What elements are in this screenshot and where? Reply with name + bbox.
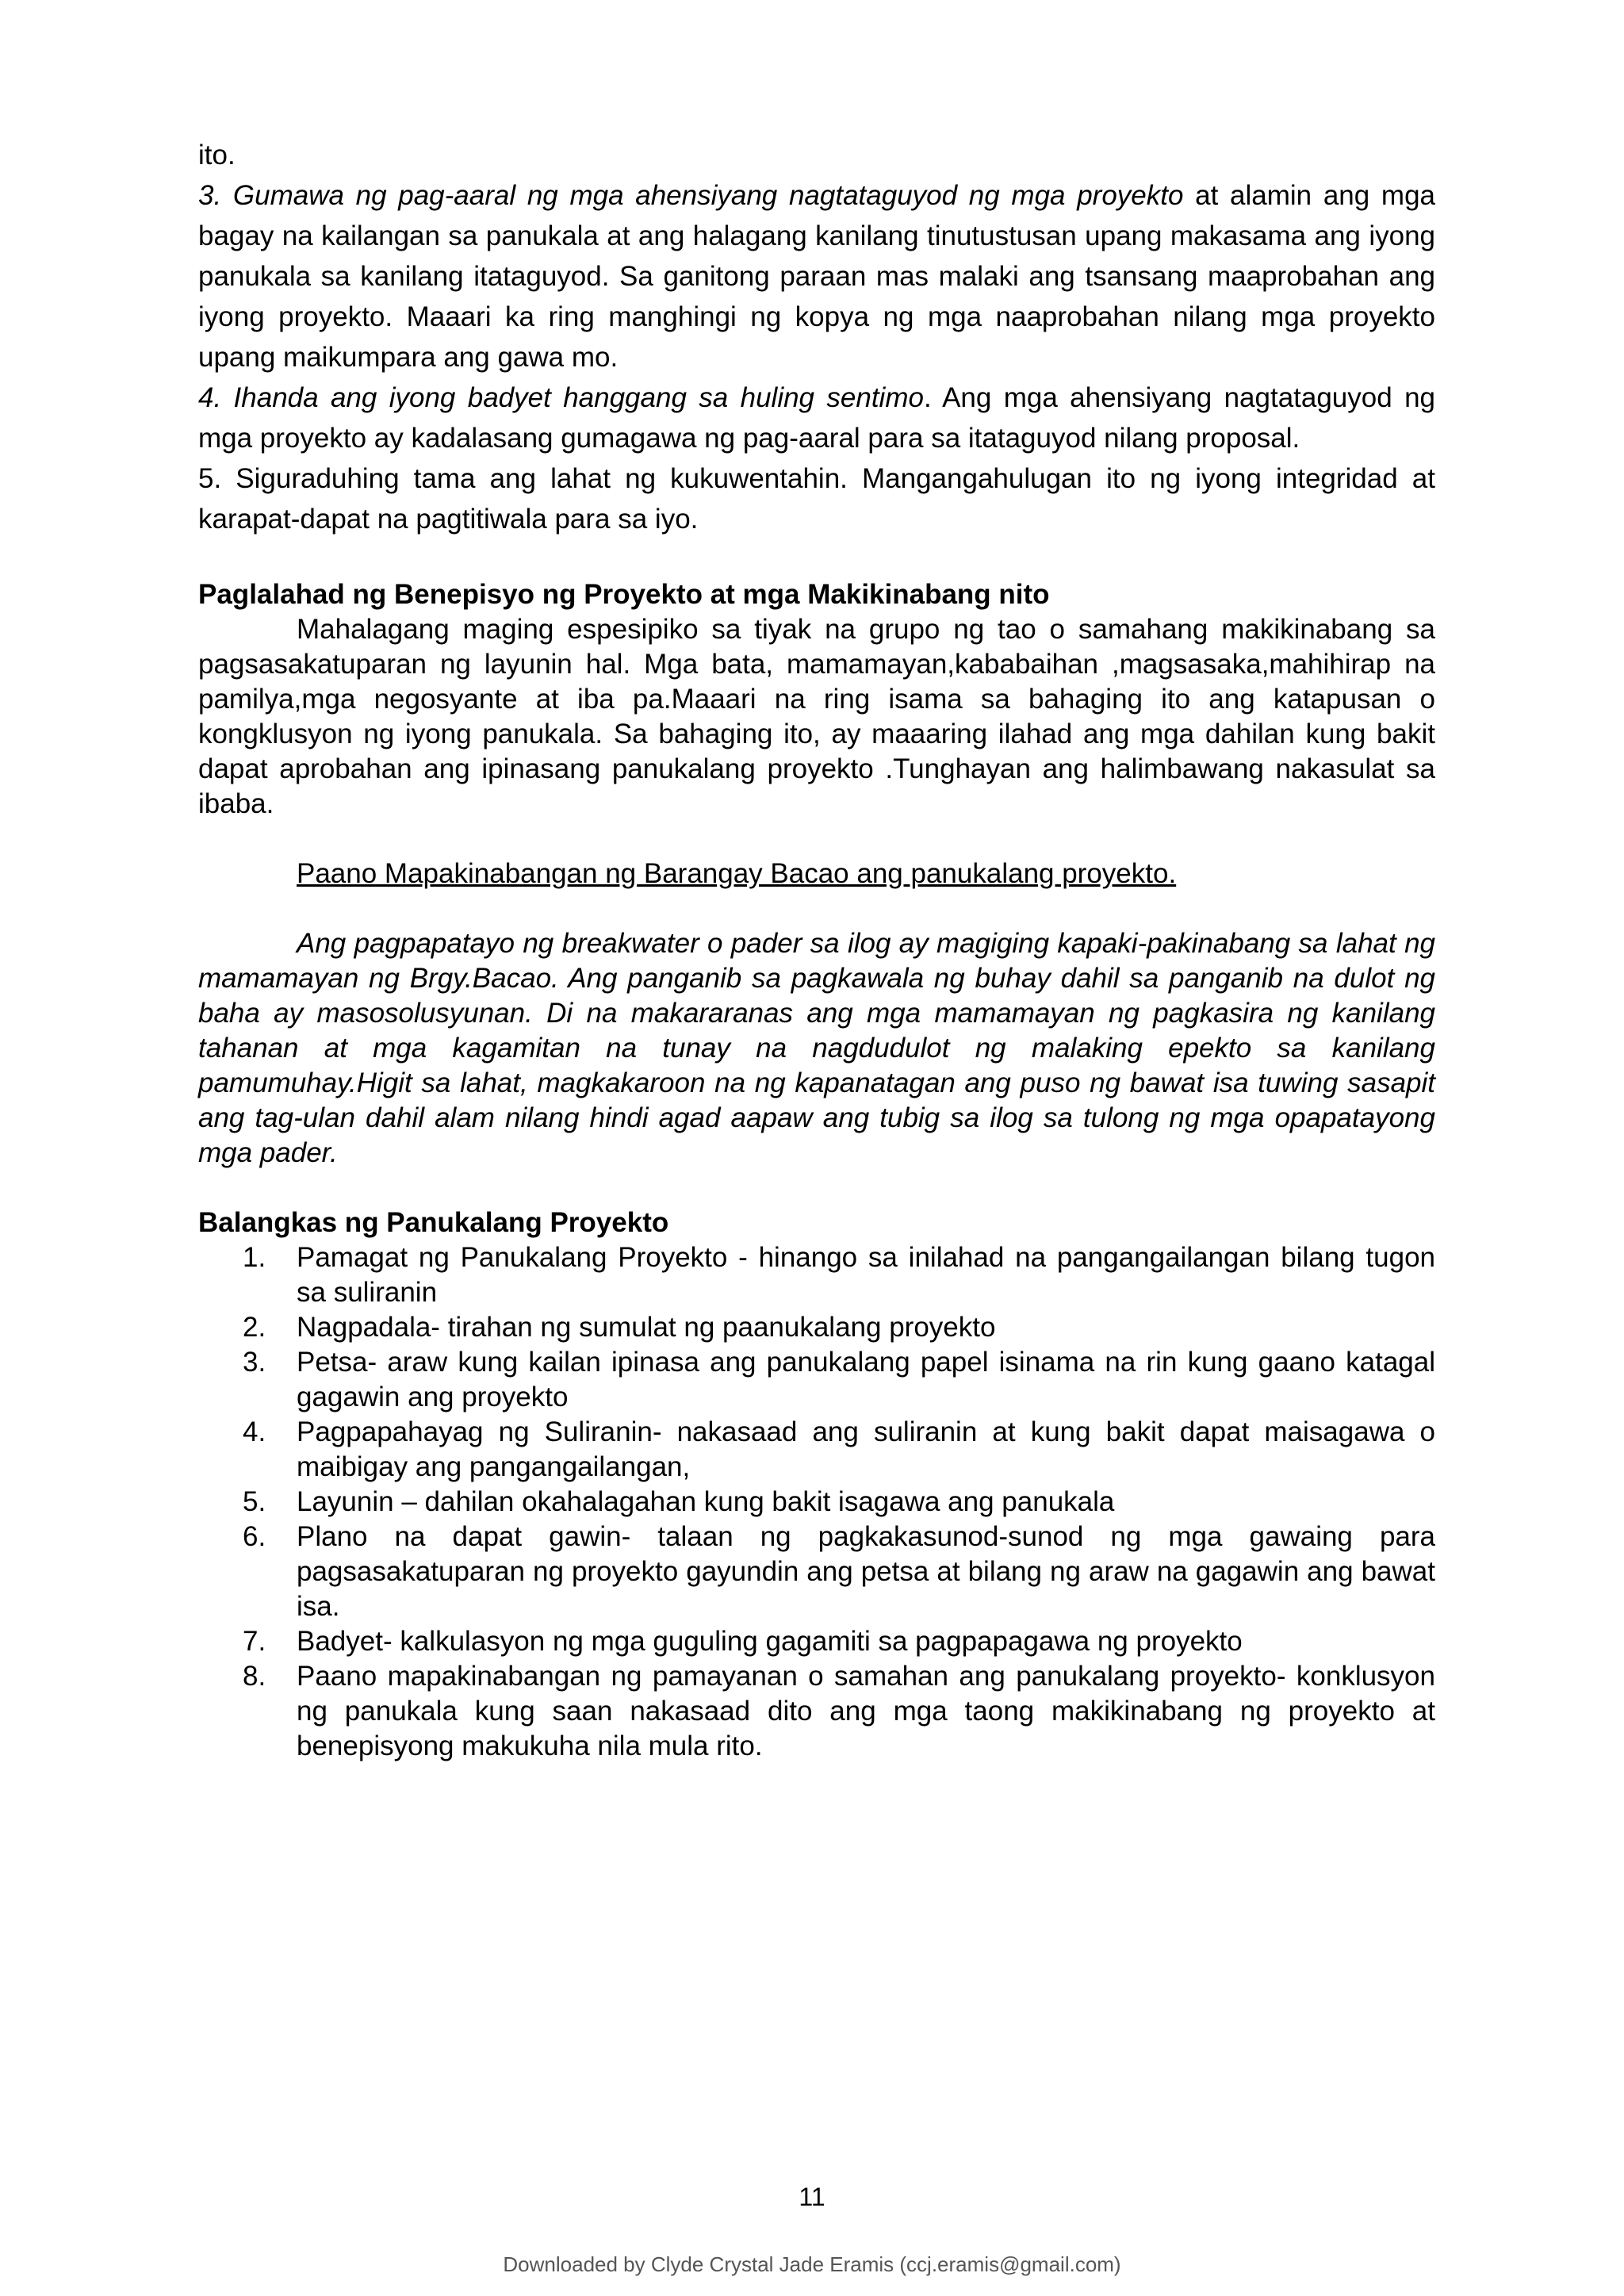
list-item	[198, 1310, 1435, 1345]
item-5: 5. Siguraduhing tama ang lahat ng kukuwentahin. Mangangahulugan ito ng iyong integridad at karapat-dapat na pagtitiwala para sa iyo.	[198, 463, 1435, 535]
list-item	[198, 1520, 1435, 1624]
benefits-section	[198, 577, 1435, 1171]
list-item-number: 1.	[243, 1242, 266, 1273]
list-item-number: 5.	[243, 1486, 266, 1517]
list-item-text: Pagpapahayag ng Suliranin- nakasaad ang suliranin at kung bakit dapat maisagawa o maibigay ang pangangailangan,	[297, 1416, 1435, 1482]
outline-section	[198, 1205, 1435, 1764]
item-4	[198, 378, 1435, 458]
list-item	[198, 1659, 1435, 1764]
page-number: 11	[799, 2183, 825, 2211]
list-item-text: Badyet- kalkulasyon ng mga guguling gagamiti sa pagpapagawa ng proyekto	[297, 1626, 1243, 1657]
download-footer: Downloaded by Clyde Crystal Jade Eramis (ccj.eramis@gmail.com)	[503, 2252, 1121, 2276]
list-item	[198, 1485, 1435, 1520]
item-4-italic: 4. Ihanda ang iyong badyet hanggang sa huling sentimo	[198, 382, 924, 413]
document-page	[198, 135, 1435, 1764]
list-item-number: 8.	[243, 1661, 266, 1692]
list-item-text: Plano na dapat gawin- talaan ng pagkakasunod-sunod ng mga gawaing para pagsasakatuparan ng proyekto gayundin ang petsa at bilang ng araw na gagawin ang bawat isa.	[297, 1521, 1435, 1622]
list-item-number: 3.	[243, 1347, 266, 1378]
outline-heading: Balangkas ng Panukalang Proyekto	[198, 1207, 669, 1238]
top-block	[198, 135, 1435, 539]
benefits-paragraph: Mahalagang maging espesipiko sa tiyak na grupo ng tao o samahang makikinabang sa pagsasakatuparan ng layunin hal. Mga bata, mamamayan,kababaihan ,magsasaka,mahihirap na pamilya,mga negosyante at iba pa.Maaari na ring isama sa bahaging ito ang katapusan o kongklusyon ng iyong panukala. Sa bahaging ito, ay maaaring ilahad ang mga dahilan kung bakit dapat aprobahan ang ipinasang panukalang proyekto .Tunghayan ang halimbawang nakasulat sa ibaba.	[198, 614, 1435, 819]
list-item	[198, 1624, 1435, 1659]
list-item	[198, 1415, 1435, 1485]
list-item-text: Petsa- araw kung kailan ipinasa ang panukalang papel isinama na rin kung gaano katagal gagawin ang proyekto	[297, 1347, 1435, 1412]
benefits-heading: Paglalahad ng Benepisyo ng Proyekto at mga Makikinabang nito	[198, 579, 1050, 610]
list-item-text: Nagpadala- tirahan ng sumulat ng paanukalang proyekto	[297, 1312, 996, 1343]
list-item-text: Layunin – dahilan okahalagahan kung bakit isagawa ang panukala	[297, 1486, 1115, 1517]
item-3	[198, 175, 1435, 378]
list-item-text: Paano mapakinabangan ng pamayanan o samahan ang panukalang proyekto- konklusyon ng panukala kung saan nakasaad dito ang mga taong makikinabang ng proyekto at benepisyong makukuha nila mula rito.	[297, 1661, 1435, 1761]
example-paragraph-text: Ang pagpapatayo ng breakwater o pader sa ilog ay magiging kapaki-pakinabang sa lahat ng mamamayan ng Brgy.Bacao. Ang panganib sa pagkawala ng buhay dahil sa panganib na dulot ng baha ay masosolusyunan. Di na makararanas ang mga mamamayan ng pagkasira ng kanilang tahanan at mga kagamitan na tunay na nagdudulot ng malaking epekto sa kanilang pamumuhay.Higit sa lahat, magkakaroon na ng kapanatagan ang puso ng bawat isa tuwing sasapit ang tag-ulan dahil alam nilang hindi agad aapaw ang tubig sa ilog sa tulong ng mga opapatayong mga pader.	[198, 928, 1435, 1168]
line-ito: ito.	[198, 140, 236, 171]
list-item-number: 6.	[243, 1521, 266, 1552]
example-title: Paano Mapakinabangan ng Barangay Bacao ang panukalang proyekto.	[297, 858, 1177, 889]
item-3-italic: 3. Gumawa ng pag-aaral ng mga ahensiyang nagtataguyod ng mga proyekto	[198, 180, 1184, 211]
item-4-text: . Ang mga ahensiyang nagtataguyod ng mga proyekto ay kadalasang gumagawa ng pag-aaral para sa itataguyod nilang proposal.	[198, 382, 1435, 454]
list-item	[198, 1240, 1435, 1310]
list-item-number: 2.	[243, 1312, 266, 1343]
list-item-number: 7.	[243, 1626, 266, 1657]
list-item	[198, 1345, 1435, 1415]
item-3-text: at alamin ang mga bagay na kailangan sa panukala at ang halagang kanilang tinutustusan upang makasama ang iyong panukala sa kanilang itataguyod. Sa ganitong paraan mas malaki ang tsansang maaprobahan ang iyong proyekto. Maaari ka ring manghingi ng kopya ng mga naaprobahan nilang mga proyekto upang maikumpara ang gawa mo.	[198, 180, 1436, 373]
outline-list	[198, 1240, 1435, 1764]
list-item-text: Pamagat ng Panukalang Proyekto - hinango sa inilahad na pangangailangan bilang tugon sa suliranin	[297, 1242, 1435, 1308]
example-paragraph	[198, 926, 1435, 1171]
list-item-number: 4.	[243, 1416, 266, 1447]
